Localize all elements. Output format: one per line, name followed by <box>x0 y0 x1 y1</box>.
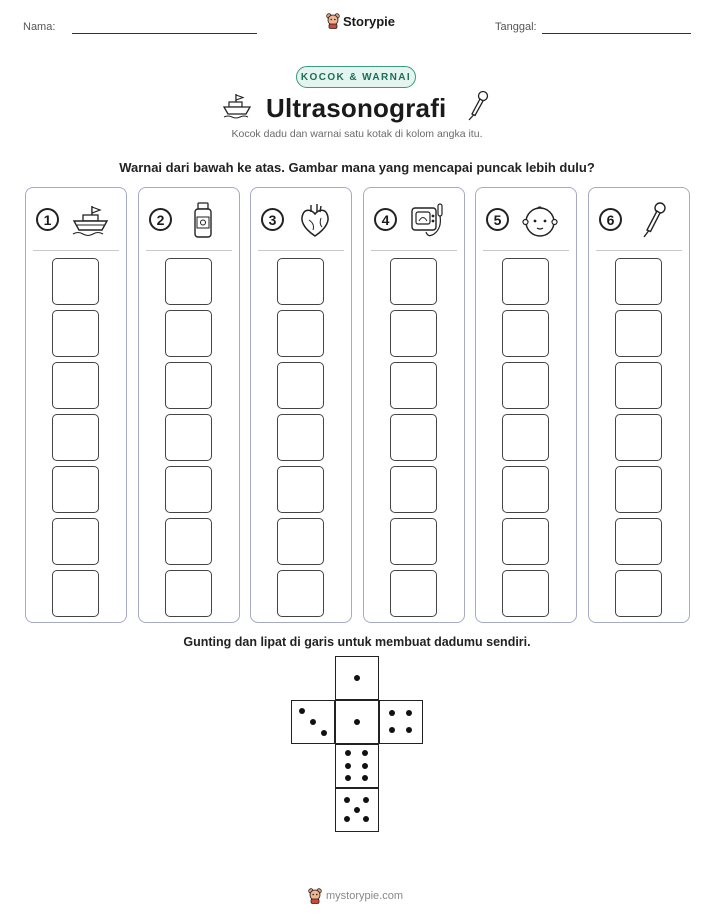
color-box[interactable] <box>615 570 662 617</box>
dice-pip <box>344 816 350 822</box>
color-box[interactable] <box>502 362 549 409</box>
dice-pip <box>389 710 395 716</box>
footer <box>308 888 403 904</box>
gel-bottle-icon <box>183 200 223 240</box>
color-box[interactable] <box>390 518 437 565</box>
color-box[interactable] <box>277 362 324 409</box>
dice-column-2 <box>138 187 240 623</box>
dice-pip <box>362 763 368 769</box>
color-box[interactable] <box>615 414 662 461</box>
dice-pip <box>362 750 368 756</box>
color-box[interactable] <box>390 570 437 617</box>
color-box[interactable] <box>165 518 212 565</box>
color-box[interactable] <box>615 362 662 409</box>
dice-pip <box>406 710 412 716</box>
boat-icon <box>70 200 110 240</box>
column-number: 2 <box>149 208 172 231</box>
color-box[interactable] <box>277 518 324 565</box>
color-box[interactable] <box>165 258 212 305</box>
color-box[interactable] <box>52 362 99 409</box>
color-box[interactable] <box>390 362 437 409</box>
column-divider <box>483 250 569 251</box>
dice-pip <box>389 727 395 733</box>
color-box[interactable] <box>502 310 549 357</box>
column-divider <box>146 250 232 251</box>
dice-pip <box>362 775 368 781</box>
color-box[interactable] <box>277 570 324 617</box>
column-divider <box>33 250 119 251</box>
boat-icon <box>222 92 252 120</box>
bear-mascot-icon <box>326 13 340 29</box>
color-box[interactable] <box>277 414 324 461</box>
dice-face-1 <box>335 700 379 744</box>
color-box[interactable] <box>165 362 212 409</box>
dice-pip <box>354 675 360 681</box>
dice-pip <box>345 750 351 756</box>
dice-face-3 <box>291 700 335 744</box>
color-box[interactable] <box>277 310 324 357</box>
activity-badge: KOCOK & WARNAI <box>296 66 416 88</box>
dice-pip <box>345 763 351 769</box>
color-box[interactable] <box>52 518 99 565</box>
column-divider <box>258 250 344 251</box>
color-box[interactable] <box>165 466 212 513</box>
footer-url: mystorypie.com <box>326 890 404 902</box>
dice-pip <box>321 730 327 736</box>
dice-pip <box>345 775 351 781</box>
column-divider <box>596 250 682 251</box>
color-box[interactable] <box>390 466 437 513</box>
heart-icon <box>295 200 335 240</box>
color-box[interactable] <box>52 466 99 513</box>
color-box[interactable] <box>390 414 437 461</box>
color-box[interactable] <box>615 258 662 305</box>
dice-face-1 <box>335 656 379 700</box>
dice-column-1 <box>25 187 127 623</box>
dice-face-6 <box>335 744 379 788</box>
dice-face-4 <box>379 700 423 744</box>
dice-pip <box>310 719 316 725</box>
color-box[interactable] <box>165 570 212 617</box>
dice-pip <box>406 727 412 733</box>
color-box[interactable] <box>502 414 549 461</box>
color-box[interactable] <box>52 414 99 461</box>
color-box[interactable] <box>52 310 99 357</box>
color-box[interactable] <box>277 258 324 305</box>
baby-face-icon <box>520 200 560 240</box>
dice-column-5 <box>475 187 577 623</box>
dice-pip <box>354 719 360 725</box>
bear-mascot-icon <box>308 888 322 904</box>
color-box[interactable] <box>615 518 662 565</box>
name-field-line[interactable] <box>72 33 257 34</box>
color-box[interactable] <box>165 310 212 357</box>
column-number: 6 <box>599 208 622 231</box>
color-box[interactable] <box>502 518 549 565</box>
color-box[interactable] <box>615 466 662 513</box>
page-subtitle: Kocok dadu dan warnai satu kotak di kolom angka itu. <box>231 128 483 140</box>
dice-column-6 <box>588 187 690 623</box>
ultrasound-probe-icon <box>464 90 490 122</box>
color-box[interactable] <box>52 570 99 617</box>
dice-face-5 <box>335 788 379 832</box>
dice-pip <box>363 816 369 822</box>
dice-pip <box>344 797 350 803</box>
color-box[interactable] <box>277 466 324 513</box>
color-box[interactable] <box>390 258 437 305</box>
ultrasound-probe-icon <box>633 200 673 240</box>
name-label: Nama: <box>23 21 56 33</box>
column-number: 3 <box>261 208 284 231</box>
column-divider <box>371 250 457 251</box>
brand-logo <box>326 13 395 29</box>
dice-instruction: Gunting dan lipat di garis untuk membuat dadumu sendiri. <box>183 635 531 649</box>
ultrasound-machine-icon <box>408 200 448 240</box>
brand-name: Storypie <box>343 13 396 29</box>
dice-column-3 <box>250 187 352 623</box>
column-number: 5 <box>486 208 509 231</box>
color-box[interactable] <box>52 258 99 305</box>
color-box[interactable] <box>502 466 549 513</box>
column-number: 4 <box>374 208 397 231</box>
color-box[interactable] <box>502 570 549 617</box>
color-box[interactable] <box>615 310 662 357</box>
color-box[interactable] <box>390 310 437 357</box>
dice-pip <box>363 797 369 803</box>
dice-column-4 <box>363 187 465 623</box>
date-label: Tanggal: <box>495 21 537 33</box>
column-number: 1 <box>36 208 59 231</box>
instruction-text: Warnai dari bawah ke atas. Gambar mana yang mencapai puncak lebih dulu? <box>119 160 595 175</box>
page-title: Ultrasonografi <box>266 93 447 123</box>
dice-pip <box>354 807 360 813</box>
color-box[interactable] <box>502 258 549 305</box>
color-box[interactable] <box>165 414 212 461</box>
dice-pip <box>299 708 305 714</box>
date-field-line[interactable] <box>542 33 691 34</box>
